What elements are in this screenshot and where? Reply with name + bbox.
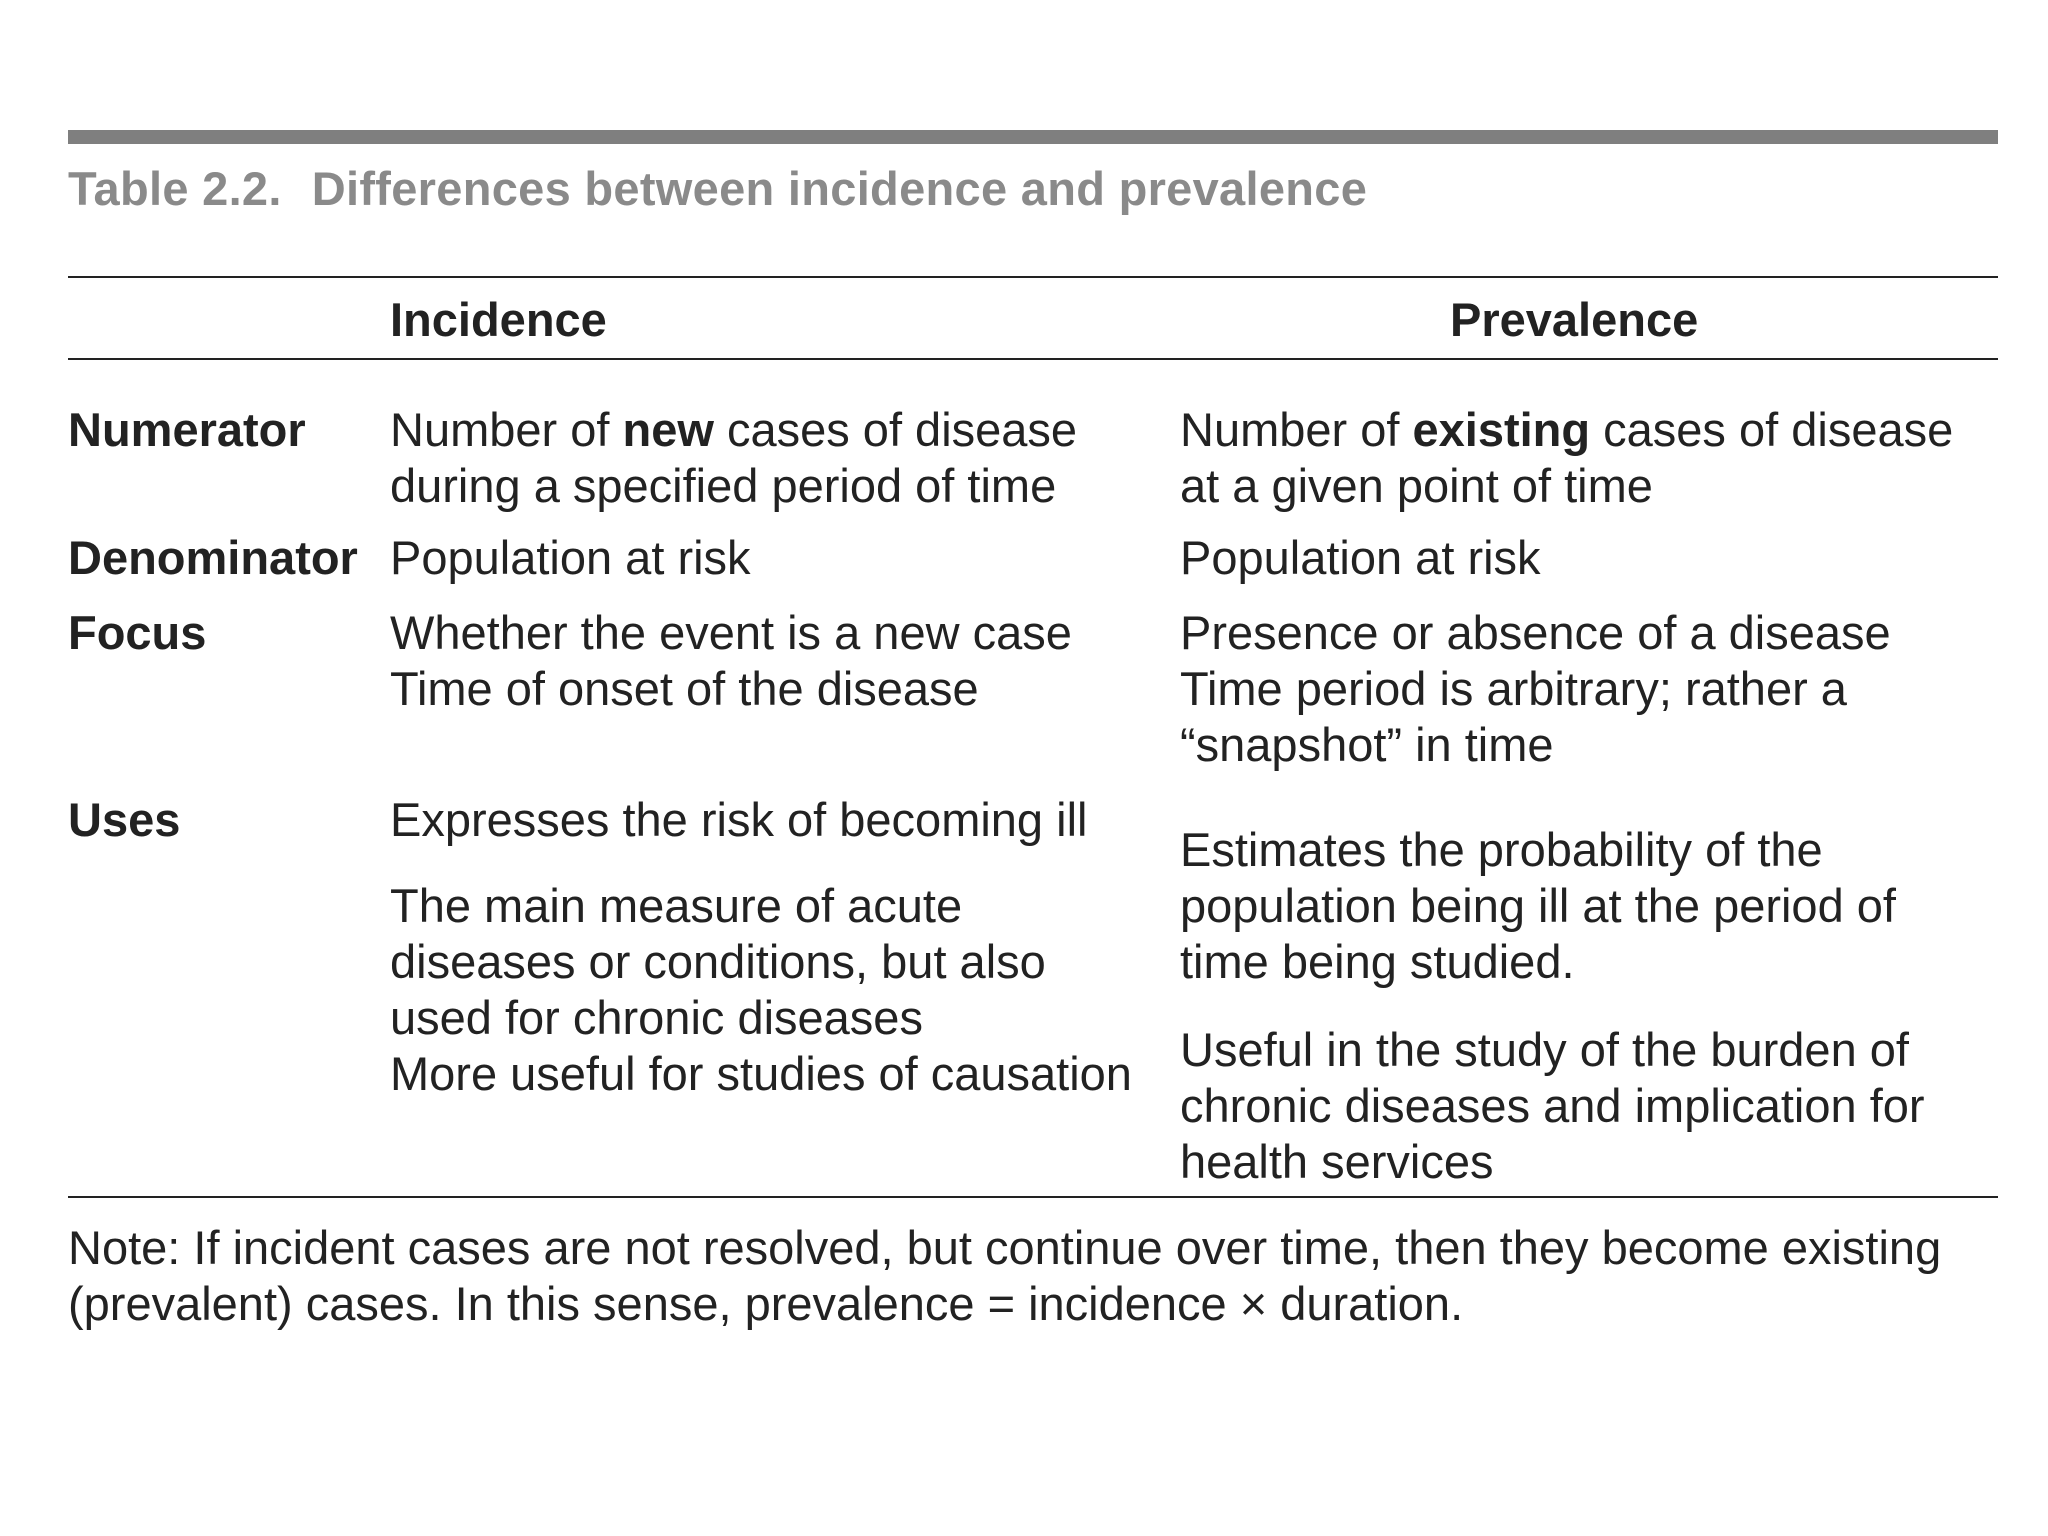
table-title-text: Differences between incidence and prevalence	[311, 162, 1368, 215]
uses-incidence-line: diseases or conditions, but also	[390, 935, 1046, 989]
numerator-incidence-line2: during a specified period of time	[390, 459, 1057, 513]
table-body	[68, 360, 1998, 1196]
uses-incidence-line: used for chronic diseases	[390, 991, 923, 1045]
numerator-prevalence-line2: at a given point of time	[1180, 459, 1653, 513]
focus-incidence	[390, 605, 1170, 717]
uses-incidence-line: The main measure of acute	[390, 879, 963, 933]
uses-prevalence-line: time being studied.	[1180, 935, 1575, 989]
numerator-prevalence	[1180, 402, 1996, 514]
row-label-numerator: Numerator	[68, 403, 306, 457]
numerator-incidence	[390, 402, 1170, 514]
uses-incidence-1: Expresses the risk of becoming ill	[390, 793, 1088, 847]
row-label-focus: Focus	[68, 606, 207, 660]
header-row	[68, 278, 1998, 358]
numerator-prevalence-post: cases of disease	[1590, 403, 1954, 457]
numerator-incidence-post: cases of disease	[713, 403, 1078, 457]
focus-prevalence-line: “snapshot” in time	[1180, 718, 1554, 772]
denominator-prevalence: Population at risk	[1180, 531, 1541, 585]
uses-prevalence-line: population being ill at the period of	[1180, 879, 1896, 933]
top-rule	[68, 130, 1998, 144]
numerator-prevalence-bold: existing	[1412, 403, 1591, 457]
uses-prevalence-line: Useful in the study of the burden of	[1180, 1023, 1909, 1077]
numerator-incidence-bold: new	[622, 403, 714, 457]
focus-prevalence-line: Time period is arbitrary; rather a	[1180, 662, 1847, 716]
denominator-incidence: Population at risk	[390, 531, 751, 585]
focus-incidence-line: Whether the event is a new case	[390, 606, 1072, 660]
table-note	[68, 1220, 1998, 1332]
uses-incidence-line: More useful for studies of causation	[390, 1047, 1132, 1101]
note-line: (prevalent) cases. In this sense, prevalence = incidence × duration.	[68, 1277, 1464, 1331]
row-label-uses: Uses	[68, 793, 181, 847]
table-title	[68, 162, 1998, 216]
column-header-incidence: Incidence	[390, 293, 607, 347]
uses-prevalence-line: chronic diseases and implication for	[1180, 1079, 1925, 1133]
uses-prevalence-line: Estimates the probability of the	[1180, 823, 1823, 877]
uses-prevalence-2	[1180, 1022, 1996, 1190]
focus-incidence-line: Time of onset of the disease	[390, 662, 979, 716]
uses-prevalence-line: health services	[1180, 1135, 1494, 1189]
numerator-incidence-pre: Number of	[390, 403, 623, 457]
focus-prevalence	[1180, 605, 1996, 773]
uses-prevalence-1	[1180, 822, 1996, 990]
table-page	[68, 130, 1998, 1332]
numerator-prevalence-pre: Number of	[1180, 403, 1413, 457]
table-number: Table 2.2.	[68, 162, 282, 215]
uses-incidence-2	[390, 878, 1170, 1102]
table-bottom-rule	[68, 1196, 1998, 1198]
focus-prevalence-line: Presence or absence of a disease	[1180, 606, 1891, 660]
note-line: Note: If incident cases are not resolved, but continue over time, then they become existing	[68, 1221, 1942, 1275]
column-header-prevalence: Prevalence	[1450, 293, 1699, 347]
row-label-denominator: Denominator	[68, 531, 358, 585]
